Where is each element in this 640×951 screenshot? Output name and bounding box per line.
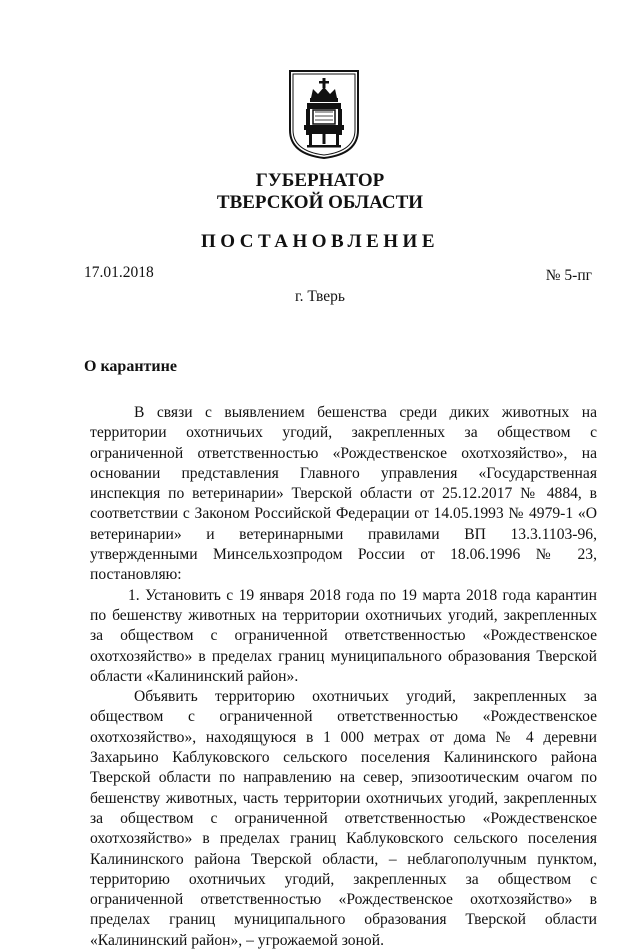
document-date: 17.01.2018 [84, 264, 154, 281]
document-number: № 5-пг [545, 267, 592, 284]
coat-of-arms-emblem [287, 68, 361, 160]
document-city: г. Тверь [295, 288, 345, 305]
issuer-title: ГУБЕРНАТОР [255, 170, 385, 191]
document-body [90, 403, 597, 951]
document-subject: О карантине [84, 358, 177, 375]
issuer-region: ТВЕРСКОЙ ОБЛАСТИ [216, 192, 424, 213]
paragraph-preamble: В связи с выявлением бешенства среди диких животных на территории охотничьих угодий, закрепленных за обществом с ограниченной ответственностью «Рождественское охотхозяйство», на основании представления Главного управления «Государственная инспекция по ветеринарии» Тверской области от 25.12.2017 № 4884, в соответствии с Законом Российской Федерации от 14.05.1993 № 4979-1 «О ветеринарии» и ветеринарными правилами ВП 13.3.1103-96, утвержденными Минсельхозпродом России от 18.06.1996 № 23, постановляю: [90, 404, 597, 584]
paragraph-item-1: 1. Установить с 19 января 2018 года по 19 марта 2018 года карантин по бешенству животных на территории охотничьих угодий, закрепленных за обществом с ограниченной ответственностью «Рождественское охотхозяйство» в пределах границ муниципального образования Тверской области «Калининский район». [90, 586, 597, 685]
paragraph-declaration: Объявить территорию охотничьих угодий, закрепленных за обществом с ограниченной ответственностью «Рождественское охотхозяйство», находящуюся в 1 000 метрах от дома № 4 деревни Захарьино Каблуковского сельского поселения Калининского района Тверской области по направлению на север, эпизоотическим очагом по бешенству животных, часть территории охотничьих угодий, закрепленных за обществом с ограниченной ответственностью «Рождественское охотхозяйство» в пределах границ Каблуковского сельского поселения Калининского района Тверской области, – неблагополучным пунктом, территорию охотничьих угодий, закрепленных за обществом с ограниченной ответственностью «Рождественское охотхозяйство» в пределах границ муниципального образования Тверской области «Калининский район», – угрожаемой зоной. [90, 688, 597, 949]
document-type: ПОСТАНОВЛЕНИЕ [200, 231, 440, 252]
